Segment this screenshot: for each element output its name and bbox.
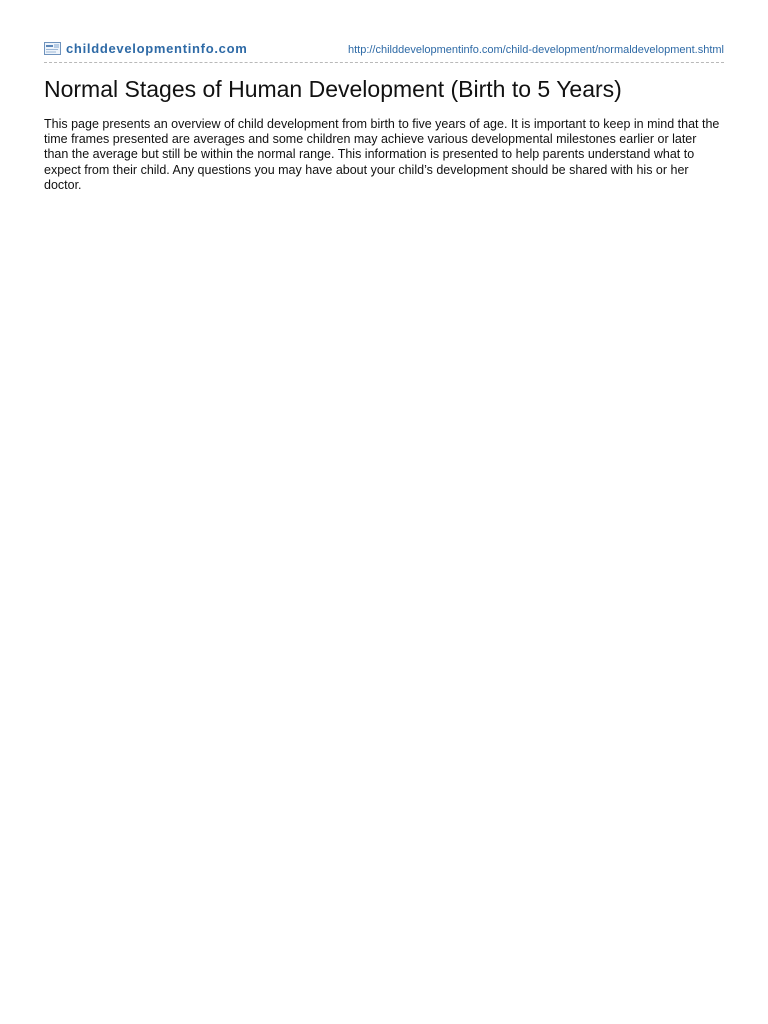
- page-header: [44, 38, 724, 63]
- site-name-link[interactable]: childdevelopmentinfo.com: [66, 41, 248, 56]
- intro-paragraph: This page presents an overview of child development from birth to five years of age. It is important to keep in mind that the time frames presented are averages and some children may achieve various developmental milestones earlier or later than the average but still be within the normal range. This information is presented to help parents understand what to expect from their child. Any questions you may have about your child’s development should be shared with his or her doctor.: [44, 117, 720, 192]
- source-url-link[interactable]: http://childdevelopmentinfo.com/child-development/normaldevelopment.shtml: [347, 44, 724, 56]
- page-title: Normal Stages of Human Development (Birth to 5 Years): [44, 76, 622, 102]
- document-link-icon: [44, 42, 61, 55]
